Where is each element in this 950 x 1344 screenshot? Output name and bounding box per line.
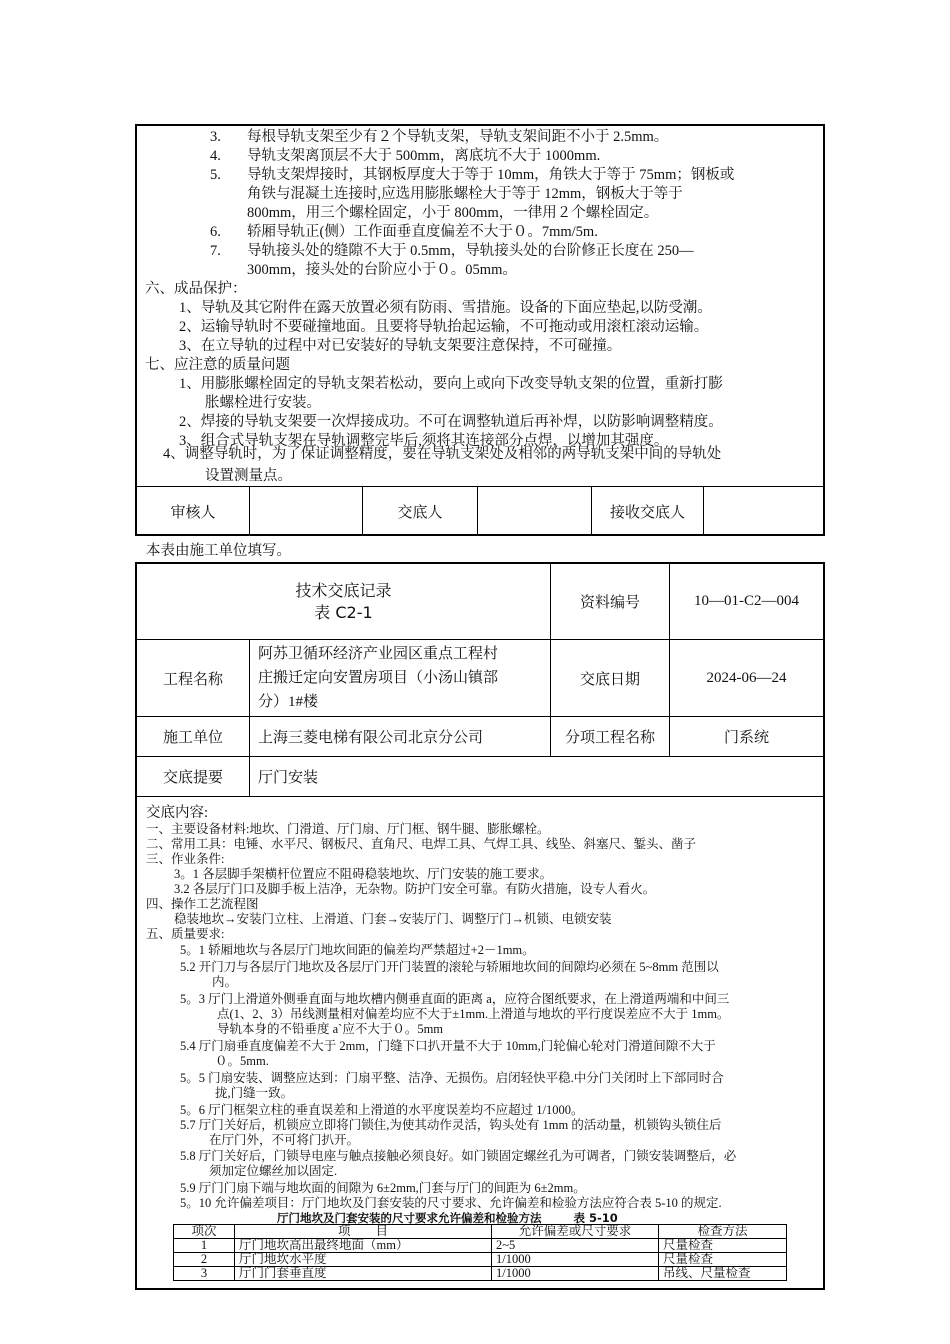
quality-requirement: 5。6 厅门框架立柱的垂直误差和上滑道的水平度误差均不应超过 1/1000。 [180,1103,584,1117]
requirement-item: 7. 导轨接头处的缝隙不大于 0.5mm，导轨接头处的台阶修正长度在 250— [210,243,694,259]
contractor-value: 上海三菱电梯有限公司北京分公司 [250,717,551,757]
quality-requirement: 5.8 厅门关好后，门锁导电座与触点接触必须良好。如门锁固定螺丝孔为可调者，门锁安装调整后，必 [180,1149,737,1163]
footnote: 本表由施工单位填写。 [146,543,291,559]
reviewer-label: 审核人 [137,487,250,535]
quality-issue-item: 2、焊接的导轨支架要一次焊接成功。不可在调整轨道后再补焊，以防影响调整精度。 [179,414,723,430]
signature-row [137,486,823,535]
section-title: 七、应注意的质量问题 [145,357,290,373]
quality-issue-item: 3、组合式导轨支架在导轨调整完毕后,须将其连接部分点焊，以增加其强度。 [179,433,669,449]
requirement-item: 6. 轿厢导轨正(侧）工作面垂直度偏差不大于０。7mm/5m. [210,224,598,240]
table-row: 2 厅门地坎水平度 1/1000 尺量检查 [174,1253,787,1267]
quality-requirement: 5。3 厅门上滑道外侧垂直面与地坎槽内侧垂直面的距离 a，应符合图纸要求，在上滑道两端和中间三 [180,992,730,1006]
content-line: 一、主要设备材料:地坎、门滑道、厅门扇、厅门框、钢牛腿、膨胀螺栓。 [146,822,550,836]
quality-requirement: 5。10 允许偏差项目：厅门地坎及门套安装的尺寸要求、允许偏差和检验方法应符合表 5-10 的规定. [180,1196,722,1210]
requirement-item: 4. 导轨支架离顶层不大于 500mm，离底坑不大于 1000mm. [210,148,601,164]
contractor-label: 施工单位 [137,717,250,757]
doc-number-label: 资料编号 [551,564,670,640]
protection-item: 3、在立导轨的过程中对已安装好的导轨支架要注意保持，不可碰撞。 [179,338,622,354]
content-line: 稳装地坎→安装门立柱、上滑道、门套→安装厅门、调整厅门→机锁、电锁安装 [174,912,612,926]
content-line: 四、操作工艺流程图 [146,897,259,911]
protection-item: 1、导轨及其它附件在露天放置必须有防雨、雪措施。设备的下面应垫起,以防受潮。 [179,300,712,316]
subproject-value: 门系统 [670,717,823,757]
quality-requirement: 5.4 厅门扇垂直度偏差不大于 2mm，门缝下口扒开量不大于 10mm,门轮偏心轮对门滑道间隙不大于 [180,1039,716,1053]
quality-issue-continuation: 设置测量点。 [205,468,292,484]
content-line: 二、常用工具：电锤、水平尺、钢板尺、直角尺、电焊工具、气焊工具、线坠、斜塞尺、錾头、凿子 [146,837,697,851]
project-name-label: 工程名称 [137,640,250,717]
quality-requirement: 5。1 轿厢地坎与各层厅门地坎间距的偏差均严禁超过+2－1mm。 [180,943,535,957]
table-header-row [174,1225,787,1239]
quality-issue-continuation: 胀螺栓进行安装。 [205,395,321,411]
section-title: 六、成品保护： [145,281,247,297]
disclosure-date-value: 2024-06—24 [670,640,823,717]
quality-requirement: 5.9 厅门门扇下端与地坎面的间隙为 6±2mm,门套与厅门的间距为 6±2mm。 [180,1181,586,1195]
summary-value: 厅门安装 [250,757,823,797]
table-row: 3 厅门门套垂直度 1/1000 吊线、尺量检查 [174,1267,787,1281]
doc-number-value: 10—01-C2—004 [670,564,823,640]
table-header: 项 目 [235,1225,492,1239]
project-name-value: 阿苏卫循环经济产业园区重点工程村 庄搬迁定向安置房项目（小汤山镇部 分）1#楼 [250,640,551,717]
record-title-cell [137,564,551,640]
table-row: 1 厅门地坎高出最终地面（mm） 2~5 尺量检查 [174,1239,787,1253]
disclosure-date-label: 交底日期 [551,640,670,717]
quality-requirement-continuation: 内。 [212,975,238,989]
content-line: 五、质量要求: [146,927,225,941]
requirement-item: 3. 每根导轨支架至少有２个导轨支架，导轨支架间距不小于 2.5mm。 [210,129,669,145]
tolerance-table [173,1224,787,1281]
quality-issue-item: 1、用膨胀螺栓固定的导轨支架若松动，要向上或向下改变导轨支架的位置，重新打膨 [179,376,723,392]
requirement-continuation: 800mm，用三个螺栓固定，小于 800mm，一律用２个螺栓固定。 [247,205,659,221]
requirement-item: 5. 导轨支架焊接时，其钢板厚度大于等于 10mm，角铁大于等于 75mm；钢板或 [210,167,735,183]
discloser-label: 交底人 [363,487,478,535]
record-title: 技术交底记录 [295,580,392,600]
summary-label: 交底提要 [137,757,250,797]
quality-requirement-continuation: 拢,门缝一致。 [215,1086,294,1100]
content-line: 三、作业条件: [146,852,225,866]
subproject-label: 分项工程名称 [551,717,670,757]
quality-requirement: 5.2 开门刀与各层厅门地坎及各层厅门开门装置的滚轮与轿厢地坎间的间隙均必须在 5~8mm 范围以 [180,960,719,974]
discloser-signature-field[interactable] [478,487,592,535]
reviewer-signature-field[interactable] [250,487,363,535]
requirement-continuation: 300mm，接头处的台阶应小于０。05mm。 [247,262,517,278]
quality-issue-item: 4、调整导轨时，为了保证调整精度，要在导轨支架处及相邻的两导轨支架中间的导轨处 [163,446,722,462]
table-header: 项次 [174,1225,235,1239]
technical-disclosure-record [135,562,825,1290]
quality-requirement-continuation: 点(1、2、3）吊线测量相对偏差均应不大于±1mm.上滑道与地坎的平行度误差应不大于 1mm。 [217,1007,730,1021]
requirement-continuation: 角铁与混凝土连接时,应选用膨胀螺栓大于等于 12mm，钢板大于等于 [247,186,683,202]
content-line: 3。1 各层脚手架横杆位置应不阻碍稳装地坎、厅门安装的施工要求。 [174,867,553,881]
quality-requirement: 5.7 厅门关好后，机锁应立即将门锁住,为使其动作灵活，钩头处有 1mm 的活动量，机锁钩头锁住后 [180,1118,722,1132]
protection-item: 2、运输导轨时不要碰撞地面。且要将导轨抬起运输，不可拖动或用滚杠滚动运输。 [179,319,709,335]
table-title: 厅门地坎及门套安装的尺寸要求允许偏差和检验方法 表 5-10 [277,1211,618,1225]
receiver-label: 接收交底人 [592,487,704,535]
content-line: 3.2 各层厅门口及脚手板上洁净，无杂物。防护门安全可靠。有防火措施，设专人看火。 [174,882,656,896]
table-header: 允许偏差或尺寸要求 [492,1225,659,1239]
quality-requirement-continuation: 导轨本身的不铅垂度 a`应不大于０。5mm [217,1022,444,1036]
quality-requirement-continuation: 在厅门外，不可将门扒开。 [209,1133,360,1147]
quality-requirement-continuation: ０。5mm. [215,1054,269,1068]
top-continuation-box [135,124,825,536]
table-header: 检查方法 [659,1225,787,1239]
quality-requirement-continuation: 须加定位螺丝加以固定. [209,1164,338,1178]
record-form-number: 表 C2-1 [314,602,373,622]
quality-requirement: 5。5 门扇安装、调整应达到：门扇平整、洁净、无损伤。启闭轻快平稳.中分门关闭时上下部同时合 [180,1071,724,1085]
receiver-signature-field[interactable] [704,487,823,535]
content-label: 交底内容: [146,805,209,821]
